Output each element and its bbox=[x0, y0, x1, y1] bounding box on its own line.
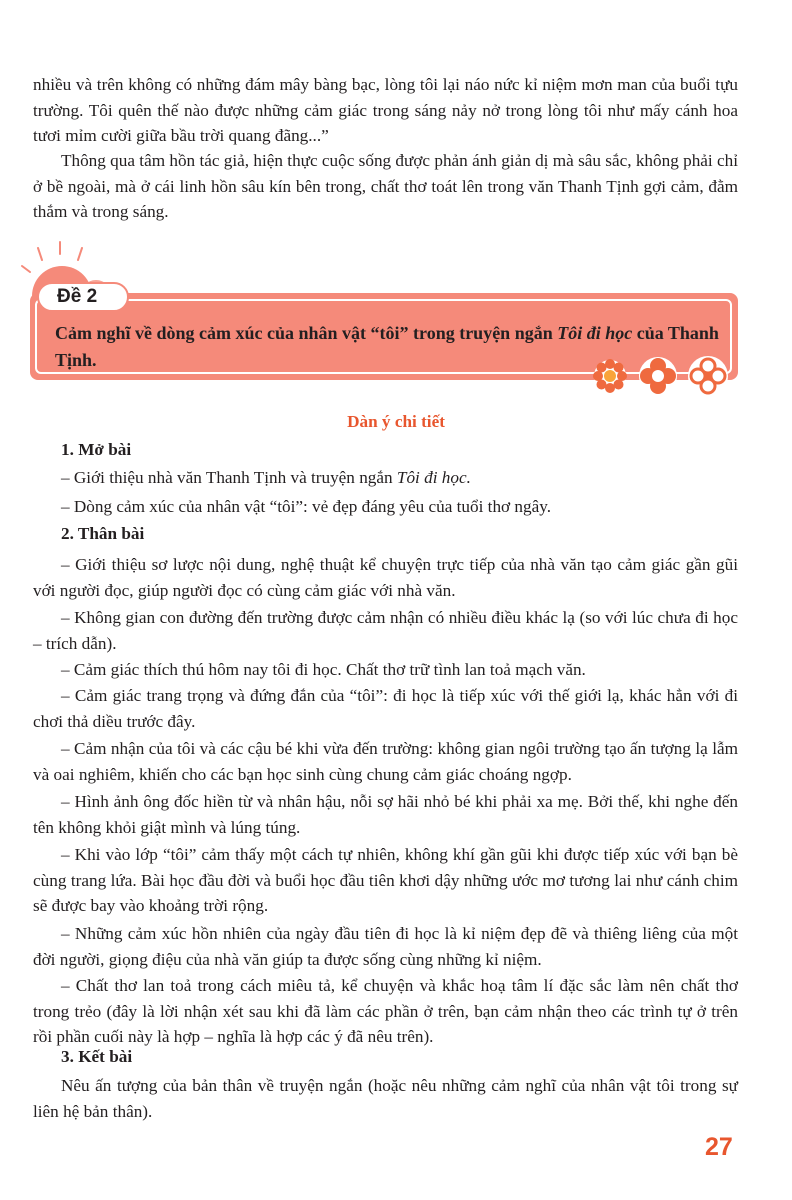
than-bai-item: – Cảm nhận của tôi và các cậu bé khi vừa đến trường: không gian ngôi trường tạo ấn tượng lạ lẫm và oai nghiêm, khiến cho các bạn học sinh cùng chung cảm giác choáng ngợp. bbox=[33, 739, 738, 784]
heading-than-bai: 2. Thân bài bbox=[61, 524, 145, 543]
than-bai-item: – Giới thiệu sơ lược nội dung, nghệ thuật kể chuyện trực tiếp của nhà văn tạo cảm giác gần gũi với người đọc, giúp người đọc có cùng cảm giác với nhà văn. bbox=[33, 555, 738, 600]
mo-bai-item-2: – Dòng cảm xúc của nhân vật “tôi”: vẻ đẹp đáng yêu của tuổi thơ ngây. bbox=[61, 497, 552, 516]
exercise-label: Đề 2 bbox=[37, 282, 129, 312]
flower-decoration-icon bbox=[588, 352, 748, 400]
outline-title: Dàn ý chi tiết bbox=[347, 412, 445, 431]
than-bai-item: – Cảm giác trang trọng và đứng đắn của “tôi”: đi học là tiếp xúc với thế giới lạ, khác hẳn với đi chơi thả diều trước đây. bbox=[33, 686, 738, 731]
than-bai-item: – Khi vào lớp “tôi” cảm thấy một cách tự nhiên, không khí gần gũi khi được tiếp xúc với bạn bè cùng trang lứa. Bài học đầu đời và buổi học đầu tiên khơi dậy những ước mơ tương lai như cánh chim sẽ được bay vào khoảng trời rộng. bbox=[33, 845, 738, 915]
than-bai-item: – Không gian con đường đến trường được cảm nhận có nhiều điều khác lạ (so với lúc chưa đi học – trích dẫn). bbox=[33, 608, 738, 653]
than-bai-item: – Cảm giác thích thú hôm nay tôi đi học. Chất thơ trữ tình lan toả mạch văn. bbox=[61, 660, 586, 679]
page-number: 27 bbox=[705, 1133, 733, 1161]
exercise-title: Cảm nghĩ về dòng cảm xúc của nhân vật “tôi” trong truyện ngắn Tôi đi học của Thanh Tịnh. bbox=[55, 323, 719, 370]
intro-paragraph-1: nhiều và trên không có những đám mây bàng bạc, lòng tôi lại náo nức kỉ niệm mơn man của buổi tựu trường. Tôi quên thế nào được những cảm giác trong sáng nảy nở trong lòng tôi như mấy cánh hoa tươi mỉm cười giữa bầu trời quang đãng...” bbox=[33, 75, 738, 145]
than-bai-item: – Những cảm xúc hồn nhiên của ngày đầu tiên đi học là kỉ niệm đẹp đẽ và thiêng liêng của một đời người, giọng điệu của nhà văn giúp ta được sống cùng những kỉ niệm. bbox=[33, 924, 738, 969]
heading-mo-bai: 1. Mở bài bbox=[61, 440, 132, 459]
than-bai-item: – Chất thơ lan toả trong cách miêu tả, kể chuyện và khắc hoạ tâm lí đặc sắc làm nên chất thơ trong trẻo (đây là lời nhận xét sau khi đã làm các phần ở trên, bạn cảm nhận theo các trình tự ở trên rồi phần cuối này là hợp – nghĩa là hợp các ý đã nêu trên). bbox=[33, 976, 738, 1046]
ket-bai-text: Nêu ấn tượng của bản thân về truyện ngắn (hoặc nêu những cảm nghĩ của nhân vật tôi trong sự liên hệ bản thân). bbox=[33, 1076, 738, 1121]
heading-ket-bai: 3. Kết bài bbox=[61, 1047, 133, 1066]
than-bai-item: – Hình ảnh ông đốc hiền từ và nhân hậu, nỗi sợ hãi nhỏ bé khi phải xa mẹ. Bởi thế, khi nghe đến tên không khỏi giật mình và lúng túng. bbox=[33, 792, 738, 837]
intro-paragraph-2: Thông qua tâm hồn tác giả, hiện thực cuộc sống được phản ánh giản dị mà sâu sắc, không phải chỉ ở bề ngoài, mà ở cái linh hồn sâu kín bên trong, chất thơ toát lên trong văn Thanh Tịnh gợi cảm, đằm thắm và trong sáng. bbox=[33, 151, 738, 221]
mo-bai-item-1: – Giới thiệu nhà văn Thanh Tịnh và truyện ngắn Tôi đi học. bbox=[61, 468, 471, 487]
